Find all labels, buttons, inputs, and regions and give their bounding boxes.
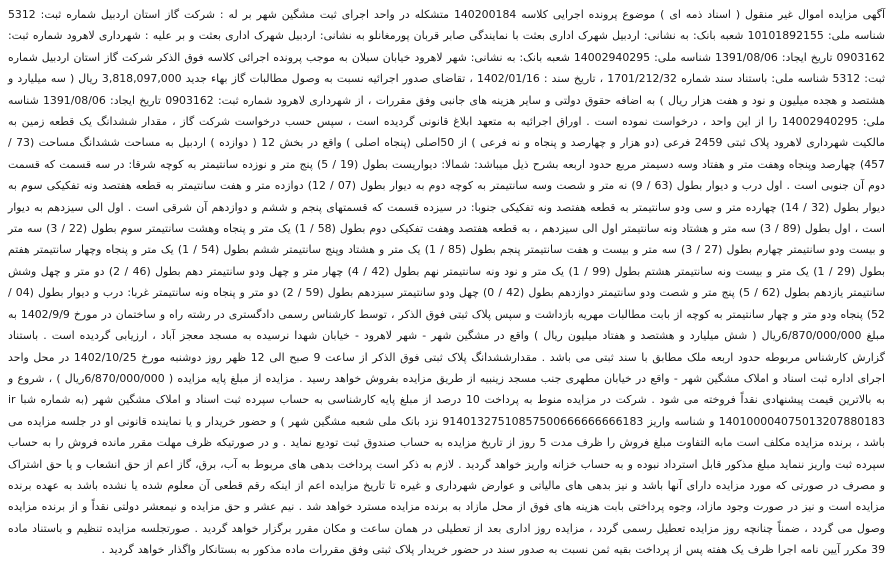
auction-notice-text: آگهی مزایده اموال غیر منقول ( اسناد ذمه ای ) موضوع پرونده اجرایی کلاسه 140200184 متشکله در واحد اجرای ثبت مشگین شهر بر له : شرکت گاز استان اردبیل شماره ثبت: 5312 شناسه ملی: 10101892155 شعبه بانک: به نشانی: اردبیل شهرک اداری بعثت با نمایندگی صابر قربان پورمغانلو به نشانی: اردبیل شهرک اداری بعثت و بر علیه : شهرداری لاهرود شماره ثبت: 0903162 تاریخ ایجاد: 1391/08/06 شناسه ملی: 14002940295 شعبه بانک: به نشانی: شهر لاهرود خیابان سبلان به موجب پرونده اجرائی کلاسه فوق الذکر شرکت گاز استان اردبیل شماره ثبت: 5312 شناسه ملی: باستناد سند شماره 1701/212/32 ، تاریخ سند : 1402/01/16 ، تقاضای صدور اجرائیه نسبت به وصول مطالبات گاز بهاء جدید 3,818,097,000 ریال ( سه میلیارد و هشتصد و هجده میلیون و نود و هفت هزار ریال ) به اضافه حقوق دولتی و سایر هزینه های جانبی وفق مقررات ، از شهرداری لاهرود شماره ثبت: 0903162 تاریخ ایجاد: 1391/08/06 شناسه ملی: 14002940295 را از این واحد ، درخواست نموده است . اوراق اجرائیه به متعهد ابلاغ قانونی گردیده است ، سپس حسب درخواست شرکت گاز ، مقدار ششدانگ یک قطعه زمین به مالکیت شهرداری لاهرود پلاک ثبتی 2459 فرعی (دو هزار و چهارصد و پنجاه و نه فرعی ) از 50اصلی (پنجاه اصلی ) واقع در بخش 12 ( دوازده ) اردبیل به مساحت ششدانگ مساحت (73 / 457) چهارصد وپنجاه وهفت متر و هفتاد وسه دسیمتر مربع حدود اربعه بشرح ذیل میباشد: شمالا: دیواریست بطول (19 / 5) پنج متر و نوزده سانتیمتر به کوچه شرقا: در سه قسمت که قسمت دوم آن جنوبی است . اول درب و دیوار بطول (63 / 9) نه متر و شصت وسه سانتیمتر به کوچه دوم به دیوار بطول (07 / 12) دوازده متر و هفت سانتیمتر به قطعه هفتصد ونه تفکیکی سوم به دیوار بطول (32 / 14) چهارده متر و سی ودو سانتیمتر به قطعه هفتصد ونه تفکیکی جنوبا: در سیزده قسمت که قسمتهای پنجم و ششم و دوازدهم آن شرقی است . اول الی سیزدهم به دیوار است ، اول بطول (89 / 3) سه متر و هشتاد ونه سانتیمتر اول الی سیزدهم ، به قطعه هفتصد وهفت تفکیکی دوم بطول (58 / 1) یک متر و پنجاه وهشت سانتیمتر سوم بطول (22 / 3) سه متر و بیست ودو سانتیمتر چهارم بطول (27 / 3) سه متر و بیست و هفت سانتیمتر پنجم بطول (85 / 1) یک متر و هشتاد وپنج سانتیمتر ششم بطول (54 / 1) یک متر و پنجاه وچهار سانتیمتر هفتم بطول (29 / 1) یک متر و بیست ونه سانتیمتر هشتم بطول (99 / 1) یک متر و نود ونه سانتیمتر نهم بطول (42 / 4) چهار متر و چهل ودو سانتیمتر دهم بطول (46 / 2) دو متر و چهل وشش سانتیمتر یازدهم بطول (62 / 5) پنج متر و شصت ودو سانتیمتر دوازدهم بطول (42 / 0) چهل ودو سانتیمتر سیزدهم بطول (59 / 2) دو متر و پنجاه ونه سانتیمتر غربا: درب و دیوار بطول (04 / 52) پنجاه ودو متر و چهار سانتیمتر به کوچه از بابت مطالبات مهریه بازداشت و سپس پلاک ثبتی فوق الذکر ، توسط کارشناس رسمی دادگستری در رشته راه و ساختمان در مورخ 1402/9/9 به مبلغ 6/870/000/000ریال ( شش میلیارد و هشتصد و هفتاد میلیون ریال ) واقع در مشگین شهر - شهر لاهرود - خیابان شهدا نرسیده به مسجد معجز آباد ، ارزیابی گردیده است . باستناد گزارش کارشناس مربوطه حدود اربعه ملک مطابق با سند ثبتی می باشد . مقدارششدانگ پلاک ثبتی فوق الذکر از ساعت 9 صبح الی 12 ظهر روز دوشنبه مورخ 1402/10/25 در محل واحد اجرای اداره ثبت اسناد و املاک مشگین شهر - واقع در خیابان مطهری جنب مسجد زینبیه از طریق مزایده بفروش خواهد رسید . مزایده از مبلغ پایه مزایده ( 6/870/000/000ریال ) ، شروع و به بالاترین قیمت پیشنهادی نقداً فروخته می شود . شرکت در مزایده منوط به پرداخت 10 درصد از مبلغ پایه کارشناسی به حساب سپرده ثبت اسناد و املاک مشگین شهر (به شماره شبا ir 140100004075013207880183 و شناسه واریز 91401327510857500666666666183 نزد بانک ملی شعبه مشگین شهر ) و حضور خریدار و یا نماینده قانونی او در جلسه مزایده می باشد ، برنده مزایده مکلف است مابه التفاوت مبلغ فروش را ظرف مدت 5 روز از تاریخ مزایده به حساب صندوق ثبت تودیع نماید . و در صورتیکه ظرف مهلت مقرر مانده فروش را به حساب سپرده ثبت واریز ننماید مبلغ مذکور قابل استرداد نبوده و به حساب خزانه واریز خواهد گردید . لازم به ذکر است پرداخت بدهی های مربوط به آب، برق، گاز اعم از حق انشعاب و یا حق اشتراک و مصرف در صورتی که مورد مزایده دارای آنها باشد و نیز بدهی های مالیاتی و عوارض شهرداری و غیره تا تاریخ مزایده اعم از اینکه رقم قطعی آن معلوم شده یا نشده باشد به عهده برنده مزایده است و نیز در صورت وجود مازاد، وجوه پرداختی بابت هزینه های فوق از محل مازاد به برنده مزایده مسترد خواهد شد . نیم عشر و حق مزایده و نیمعشر دولتی نقداً و از برنده مزایده وصول می گردد ، ضمناً چنانچه روز مزایده تعطیل رسمی گردد ، مزایده روز اداری بعد از تعطیلی در همان ساعت و مکان مقرر برگزار خواهد گردید . صورتجلسه مزایده تنظیم و باستناد ماده 39 مکرر آیین نامه اجرا ظرف یک هفته پس از پرداخت بقیه ثمن نسبت به صدور سند در حضور خریدار پلاک ثبتی وفق مقررات ماده مذکور به بستانکار واگذار خواهد گردید . [8, 8, 886, 557]
